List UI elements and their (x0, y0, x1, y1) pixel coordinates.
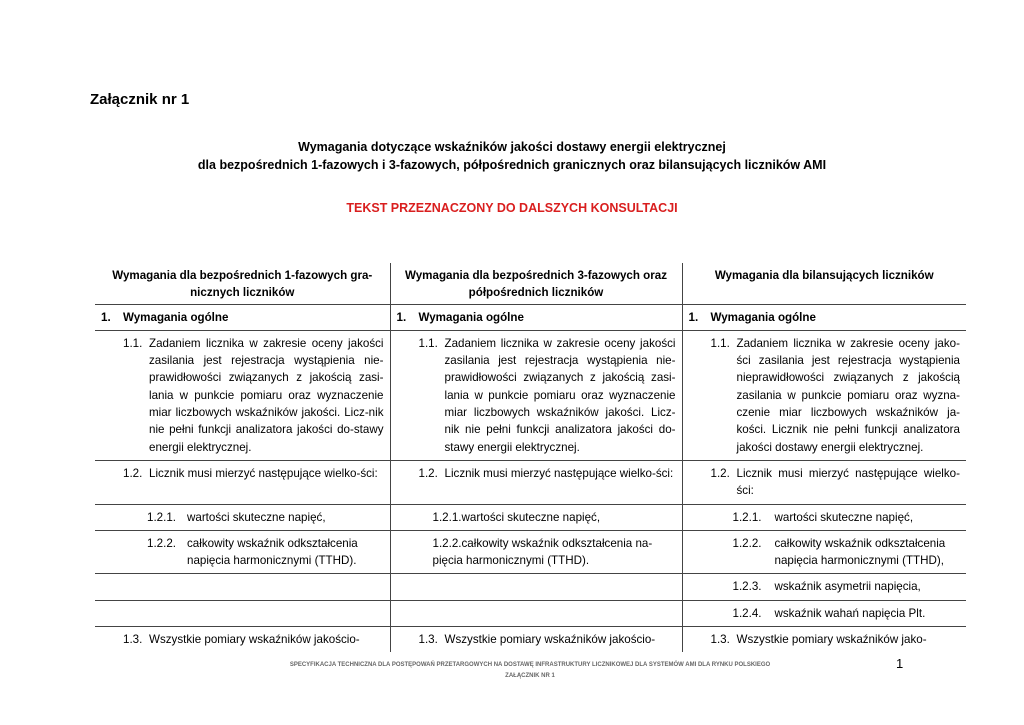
table-row (95, 304, 966, 330)
requirement-1-2-2: 1.2.2. całkowity wskaźnik odkształcenia napięcia harmonicznymi (TTHD). (147, 536, 358, 568)
requirement-1-2: 1.2. Licznik musi mierzyć następujące wielko-ści: (710, 466, 960, 498)
page-footer (0, 660, 1024, 682)
requirement-1-2-3: 1.2.3. wskaźnik asymetrii napięcia, (732, 580, 921, 594)
empty-cell (95, 600, 390, 626)
requirement-1-2-1: 1.2.1.wartości skuteczne napięć, (432, 510, 601, 524)
requirement-1-2: 1.2. Licznik musi mierzyć następujące wielko-ści: (418, 466, 674, 480)
requirement-1-3: 1.3. Wszystkie pomiary wskaźników jakościo- (123, 633, 360, 647)
empty-cell (95, 574, 390, 600)
requirement-1-1: 1.1. Zadaniem licznika w zakresie oceny jakości zasilania jest rejestracja wystąpienia nie-prawidłowości związanych z jakością zasi-lania w punkcie pomiaru oraz wyznaczenie miar liczbowych wskaźników jakości. Licz-nik nie pełni funkcji analizatora jakości do-stawy energii elektrycznej. (123, 336, 384, 454)
requirement-1-2-2: 1.2.2.całkowity wskaźnik odkształcenia na-pięcia harmonicznymi (TTHD). (432, 536, 653, 568)
footer-specification-line: SPECYFIKACJA TECHNICZNA DLA POSTĘPOWAŃ PRZETARGOWYCH NA DOSTAWĘ INFRASTRUKTURY LICZNIKOWEJ DLA SYSTEMÓW AMI DLA RYNKU POLSKIEGO (289, 662, 771, 668)
requirement-1-2-1: 1.2.1. wartości skuteczne napięć, (147, 510, 326, 524)
document-title-line-1: Wymagania dotyczące wskaźników jakości dostawy energii elektrycznej (298, 140, 726, 154)
section-heading: 1. Wymagania ogólne (688, 310, 816, 324)
requirement-1-2-1: 1.2.1. wartości skuteczne napięć, (732, 510, 914, 524)
table-row (95, 627, 966, 653)
table-header-row (95, 263, 966, 304)
column-header-balancing: Wymagania dla bilansujących liczników (682, 263, 966, 304)
column-header-3-phase: Wymagania dla bezpośrednich 3-fazowych oraz półpośrednich liczników (390, 263, 682, 304)
page-number: 1 (896, 656, 904, 671)
table-row (95, 574, 966, 600)
consultation-notice: TEKST PRZEZNACZONY DO DALSZYCH KONSULTACJI (346, 201, 678, 215)
attachment-title: Załącznik nr 1 (90, 91, 190, 108)
table-row (95, 330, 966, 460)
requirement-1-1: 1.1. Zadaniem licznika w zakresie oceny jako-ści zasilania jest rejestracja wystąpienia nieprawidłowości związanych z jakością zasilania w punkcie pomiaru oraz wyzna-czenie miar liczbowych wskaźników ja-kości. Licznik nie pełni funkcji analizatora jakości dostawy energii elektrycznej. (710, 336, 960, 454)
empty-cell (390, 600, 682, 626)
requirement-1-1: 1.1. Zadaniem licznika w zakresie oceny jakości zasilania jest rejestracja wystąpienia nie-prawidłowości związanych z jakością zasi-lania w punkcie pomiaru oraz wyznaczenie miar liczbowych wskaźników jakości. Licz-nik nie pełni funkcji analizatora jakości do-stawy energii elektrycznej. (418, 336, 676, 454)
section-heading: 1. Wymagania ogólne (101, 310, 229, 324)
section-heading: 1. Wymagania ogólne (396, 310, 524, 324)
table-row (95, 504, 966, 530)
table-row (95, 600, 966, 626)
requirement-1-2-4: 1.2.4. wskaźnik wahań napięcia Plt. (732, 606, 926, 620)
footer-attachment-line: ZAŁĄCZNIK NR 1 (505, 673, 555, 679)
table-row (95, 460, 966, 504)
requirement-1-2: 1.2. Licznik musi mierzyć następujące wielko-ści: (123, 466, 378, 480)
column-header-1-phase: Wymagania dla bezpośrednich 1-fazowych gra-nicznych liczników (95, 263, 390, 304)
requirement-1-3: 1.3. Wszystkie pomiary wskaźników jakościo- (418, 633, 656, 647)
requirement-1-3: 1.3. Wszystkie pomiary wskaźników jako- (710, 633, 927, 647)
empty-cell (390, 574, 682, 600)
requirement-1-2-2: 1.2.2. całkowity wskaźnik odkształcenia napięcia harmonicznymi (TTHD), (732, 536, 946, 568)
document-title-line-2: dla bezpośrednich 1-fazowych i 3-fazowych, półpośrednich granicznych oraz bilansujących liczników AMI (197, 158, 827, 172)
table-row (95, 530, 966, 574)
requirements-table (95, 263, 966, 652)
